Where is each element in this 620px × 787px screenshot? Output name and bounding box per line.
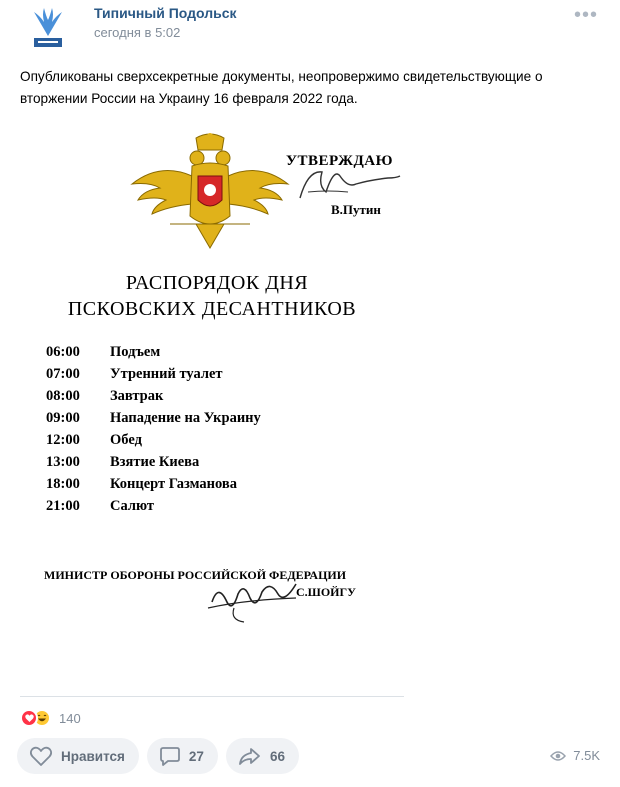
putin-signature-icon [278,162,404,204]
comment-icon [159,745,181,767]
minister-name: С.ШОЙГУ [296,585,356,599]
share-button[interactable] [226,738,299,774]
schedule-list [46,344,261,520]
post-author[interactable]: Типичный Подольск [94,5,237,21]
post-actions [17,738,299,774]
reactions-count: 140 [59,710,81,726]
post-text: Опубликованы сверхсекретные документы, неопровержимо свидетельствующие о вторжении России на Украину 16 февраля 2022 года. [20,69,543,106]
schedule-row: 13:00 Взятие Киева [46,454,200,470]
schedule-row: 06:00 Подъем [46,344,161,360]
schedule-row: 21:00 Салют [46,498,154,514]
eye-icon [550,750,566,762]
eagle-emblem-icon [130,132,290,250]
divider [20,696,404,697]
like-button[interactable] [17,738,139,774]
schedule-row: 08:00 Завтрак [46,388,164,404]
schedule-row: 07:00 Утренний туалет [46,366,223,382]
comments-count: 27 [188,748,204,764]
group-avatar[interactable] [30,6,66,48]
approver-name: В.Путин [331,202,381,217]
heart-icon [29,745,53,767]
more-options-icon[interactable]: ••• [573,4,598,26]
minister-title: МИНИСТР ОБОРОНЫ РОССИЙСКОЙ ФЕДЕРАЦИИ [44,568,347,582]
share-arrow-icon [238,745,262,767]
shoigu-signature-icon [204,574,304,626]
post-time[interactable]: сегодня в 5:02 [94,25,181,40]
like-label: Нравится [61,748,125,764]
schedule-row: 09:00 Нападение на Украину [46,410,261,426]
shares-count: 66 [269,748,285,764]
comment-button[interactable] [147,738,218,774]
heart-reaction-icon [20,709,38,727]
document-title-line2: ПСКОВСКИХ ДЕСАНТНИКОВ [67,298,357,320]
post-image-document[interactable] [20,124,404,696]
schedule-row: 18:00 Концерт Газманова [46,476,237,492]
approve-stamp: УТВЕРЖДАЮ [286,153,394,169]
schedule-row: 12:00 Обед [46,432,142,448]
reactions-summary[interactable] [20,709,81,727]
views-counter [550,748,600,763]
document-title-line1: РАСПОРЯДОК ДНЯ [125,272,309,294]
views-count: 7.5K [573,748,600,763]
